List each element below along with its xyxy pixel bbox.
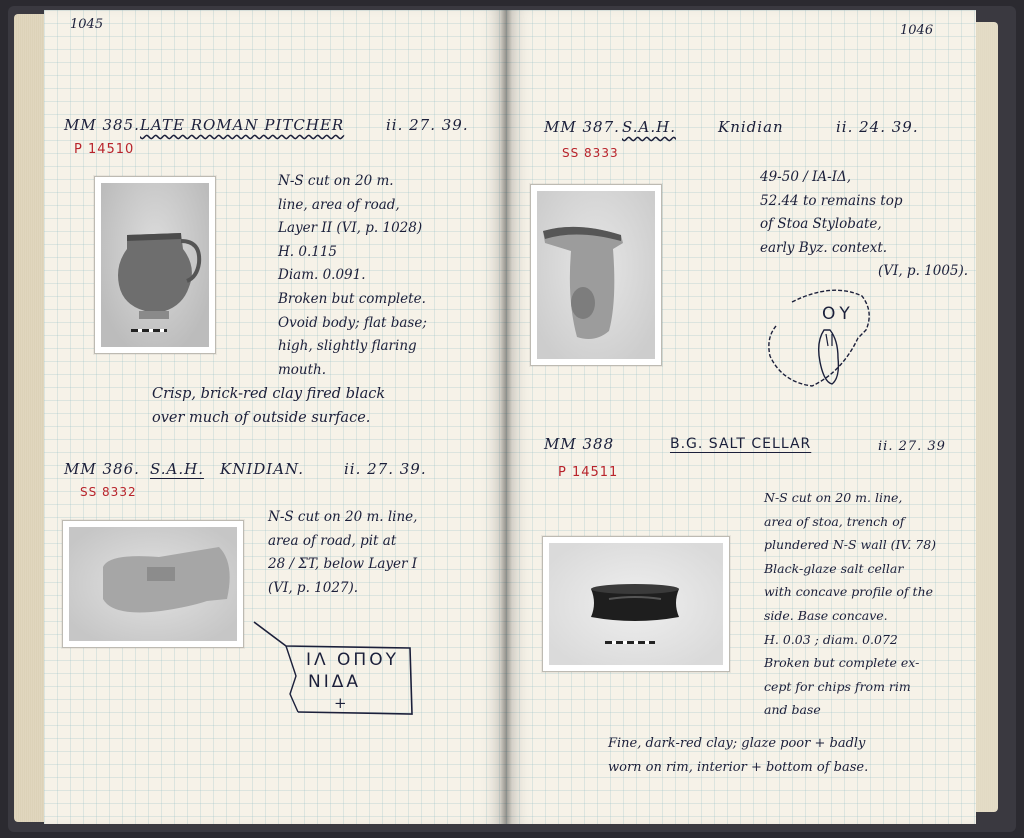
- salt-cellar-image: [549, 543, 723, 665]
- catalog-number: MM 385.: [64, 116, 140, 134]
- entry-notes: N-S cut on 20 m. line, area of stoa, trench of plundered N-S wall (IV. 78) Black-glaze salt cellar with concave profile of the side. Base concave. H. 0.03 ; diam. 0.072 Broken but complete ex- cept for chips from rim and base: [764, 490, 937, 718]
- page-edges-left: [14, 14, 48, 822]
- scale-bar: [605, 641, 655, 644]
- stamp-sketch: [250, 616, 420, 726]
- amphora-handle-image: [69, 527, 237, 641]
- pitcher-photo: [94, 176, 216, 354]
- page-number-right: 1046: [900, 23, 934, 38]
- entry-title: S.A.H.: [150, 460, 204, 478]
- entry-title: LATE ROMAN PITCHER: [140, 116, 345, 134]
- entry-date: ii. 24. 39.: [836, 118, 919, 136]
- pitcher-image: [101, 183, 209, 347]
- inventory-number: P 14511: [558, 465, 619, 480]
- catalog-number: MM 387.: [544, 118, 620, 136]
- catalog-number: MM 386.: [64, 460, 140, 478]
- notebook-spine: [500, 10, 512, 824]
- stamp-line-2: ΝΙΔΑ: [308, 672, 361, 692]
- amphora-neck-photo: [530, 184, 662, 366]
- inventory-number: SS 8332: [80, 485, 137, 499]
- scale-bar: [131, 329, 167, 332]
- entry-title: B.G. SALT CELLAR: [670, 436, 812, 452]
- amphora-handle-photo: [62, 520, 244, 648]
- inventory-number: SS 8333: [562, 146, 619, 160]
- stamp-line-1: ΙΛ ΟΠΟΥ: [306, 650, 399, 670]
- entry-subtitle: KNIDIAN.: [220, 460, 304, 478]
- entry-date: ii. 27. 39.: [386, 116, 469, 134]
- entry-notes: 49-50 / ΙΑ-ΙΔ, 52.44 to remains top of Stoa Stylobate, early Byz. context. (VI, p. 1005).: [760, 169, 969, 280]
- entry-notes: N-S cut on 20 m. line, area of road, pit at 28 / ΣT, below Layer I (VI, p. 1027).: [268, 509, 418, 596]
- entry-notes-wide: Fine, dark-red clay; glaze poor + badly worn on rim, interior + bottom of base.: [608, 736, 869, 775]
- entry-notes: N-S cut on 20 m. line, area of road, Layer II (VI, p. 1028) H. 0.115 Diam. 0.091. Broken but complete. Ovoid body; flat base; high, slightly flaring mouth.: [278, 173, 427, 378]
- salt-cellar-photo: [542, 536, 730, 672]
- stamp-sketch: [762, 282, 882, 392]
- entry-title: S.A.H.: [622, 118, 676, 136]
- inventory-number: P 14510: [74, 142, 135, 157]
- page-number-left: 1045: [70, 17, 104, 32]
- page-edges-right: [974, 22, 998, 812]
- amphora-neck-image: [537, 191, 655, 359]
- right-page: [506, 10, 976, 824]
- entry-date: ii. 27. 39.: [344, 460, 427, 478]
- stamp-text: ΟΥ: [822, 304, 854, 324]
- left-page: [44, 10, 506, 824]
- entry-date: ii. 27. 39: [878, 439, 946, 454]
- catalog-number: MM 388: [544, 435, 615, 453]
- entry-subtitle: Knidian: [718, 118, 784, 136]
- entry-notes-wide: Crisp, brick-red clay fired black over much of outside surface.: [152, 386, 386, 426]
- stamp-line-3: +: [334, 694, 347, 712]
